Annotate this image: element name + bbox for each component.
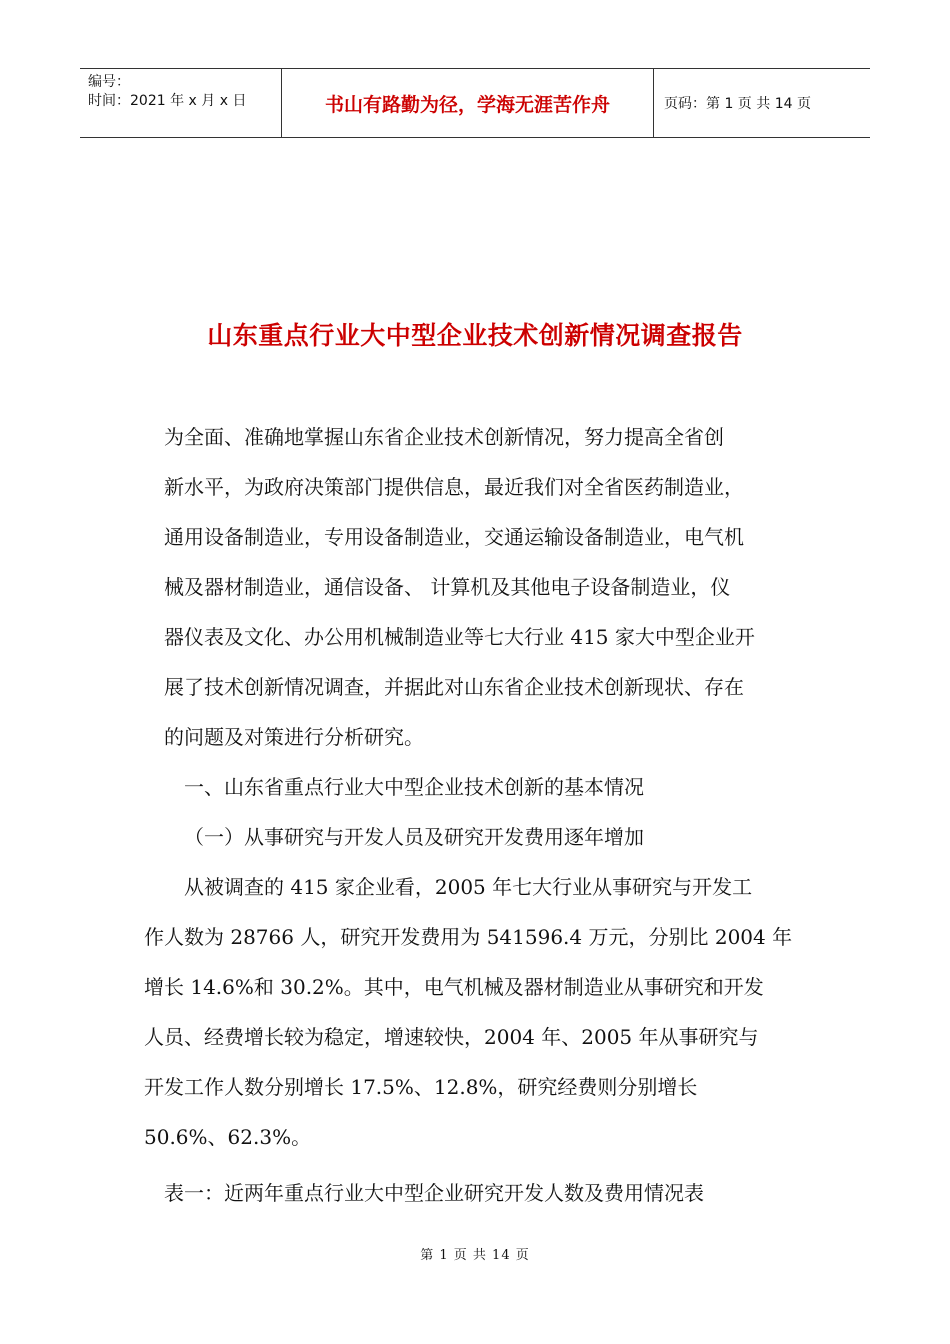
subsection-heading: （一）从事研究与开发人员及研究开发费用逐年增加 [184, 825, 644, 849]
paragraph-line: 器仪表及文化、办公用机械制造业等七大行业 415 家大中型企业开 [164, 625, 755, 649]
paragraph-line: 展了技术创新情况调查，并据此对山东省企业技术创新现状、存在 [164, 675, 744, 699]
table-caption: 表一：近两年重点行业大中型企业研究开发人数及费用情况表 [164, 1181, 704, 1205]
paragraph-line: 为全面、准确地掌握山东省企业技术创新情况，努力提高全省创 [164, 425, 724, 449]
paragraph-line: 增长 14.6%和 30.2%。其中，电气机械及器材制造业从事研究和开发 [144, 975, 764, 999]
page-footer: 第 1 页 共 14 页 [420, 1248, 530, 1263]
paragraph-line: 新水平，为政府决策部门提供信息，最近我们对全省医药制造业， [164, 475, 744, 499]
paragraph-line: 通用设备制造业，专用设备制造业，交通运输设备制造业，电气机 [164, 525, 744, 549]
findings-paragraph [144, 862, 806, 1162]
paragraph-line: 开发工作人数分别增长 17.5%、12.8%，研究经费则分别增长 [144, 1075, 698, 1099]
header-table [80, 68, 870, 138]
document-time-label: 时间：2021 年 x 月 x 日 [88, 93, 247, 109]
paragraph-line: 人员、经费增长较为稳定，增速较快，2004 年、2005 年从事研究与 [144, 1025, 759, 1049]
paragraph-line: 50.6%、62.3%。 [144, 1125, 312, 1149]
section-heading: 一、山东省重点行业大中型企业技术创新的基本情况 [184, 775, 644, 799]
paragraph-line: 从被调查的 415 家企业看，2005 年七大行业从事研究与开发工 [184, 875, 753, 899]
intro-paragraph [144, 412, 806, 762]
header-page-info: 页码：第 1 页 共 14 页 [664, 96, 811, 112]
document-number-label: 编号： [88, 74, 130, 90]
document-body [144, 412, 806, 1218]
document-title: 山东重点行业大中型企业技术创新情况调查报告 [207, 321, 743, 350]
paragraph-line: 作人数为 28766 人，研究开发费用为 541596.4 万元，分别比 2004 年 [144, 925, 793, 949]
header-meta-cell [80, 69, 282, 137]
paragraph-line: 的问题及对策进行分析研究。 [164, 725, 424, 749]
paragraph-line: 械及器材制造业，通信设备、 计算机及其他电子设备制造业，仪 [164, 575, 731, 599]
header-motto: 书山有路勤为径，学海无涯苦作舟 [282, 69, 654, 137]
